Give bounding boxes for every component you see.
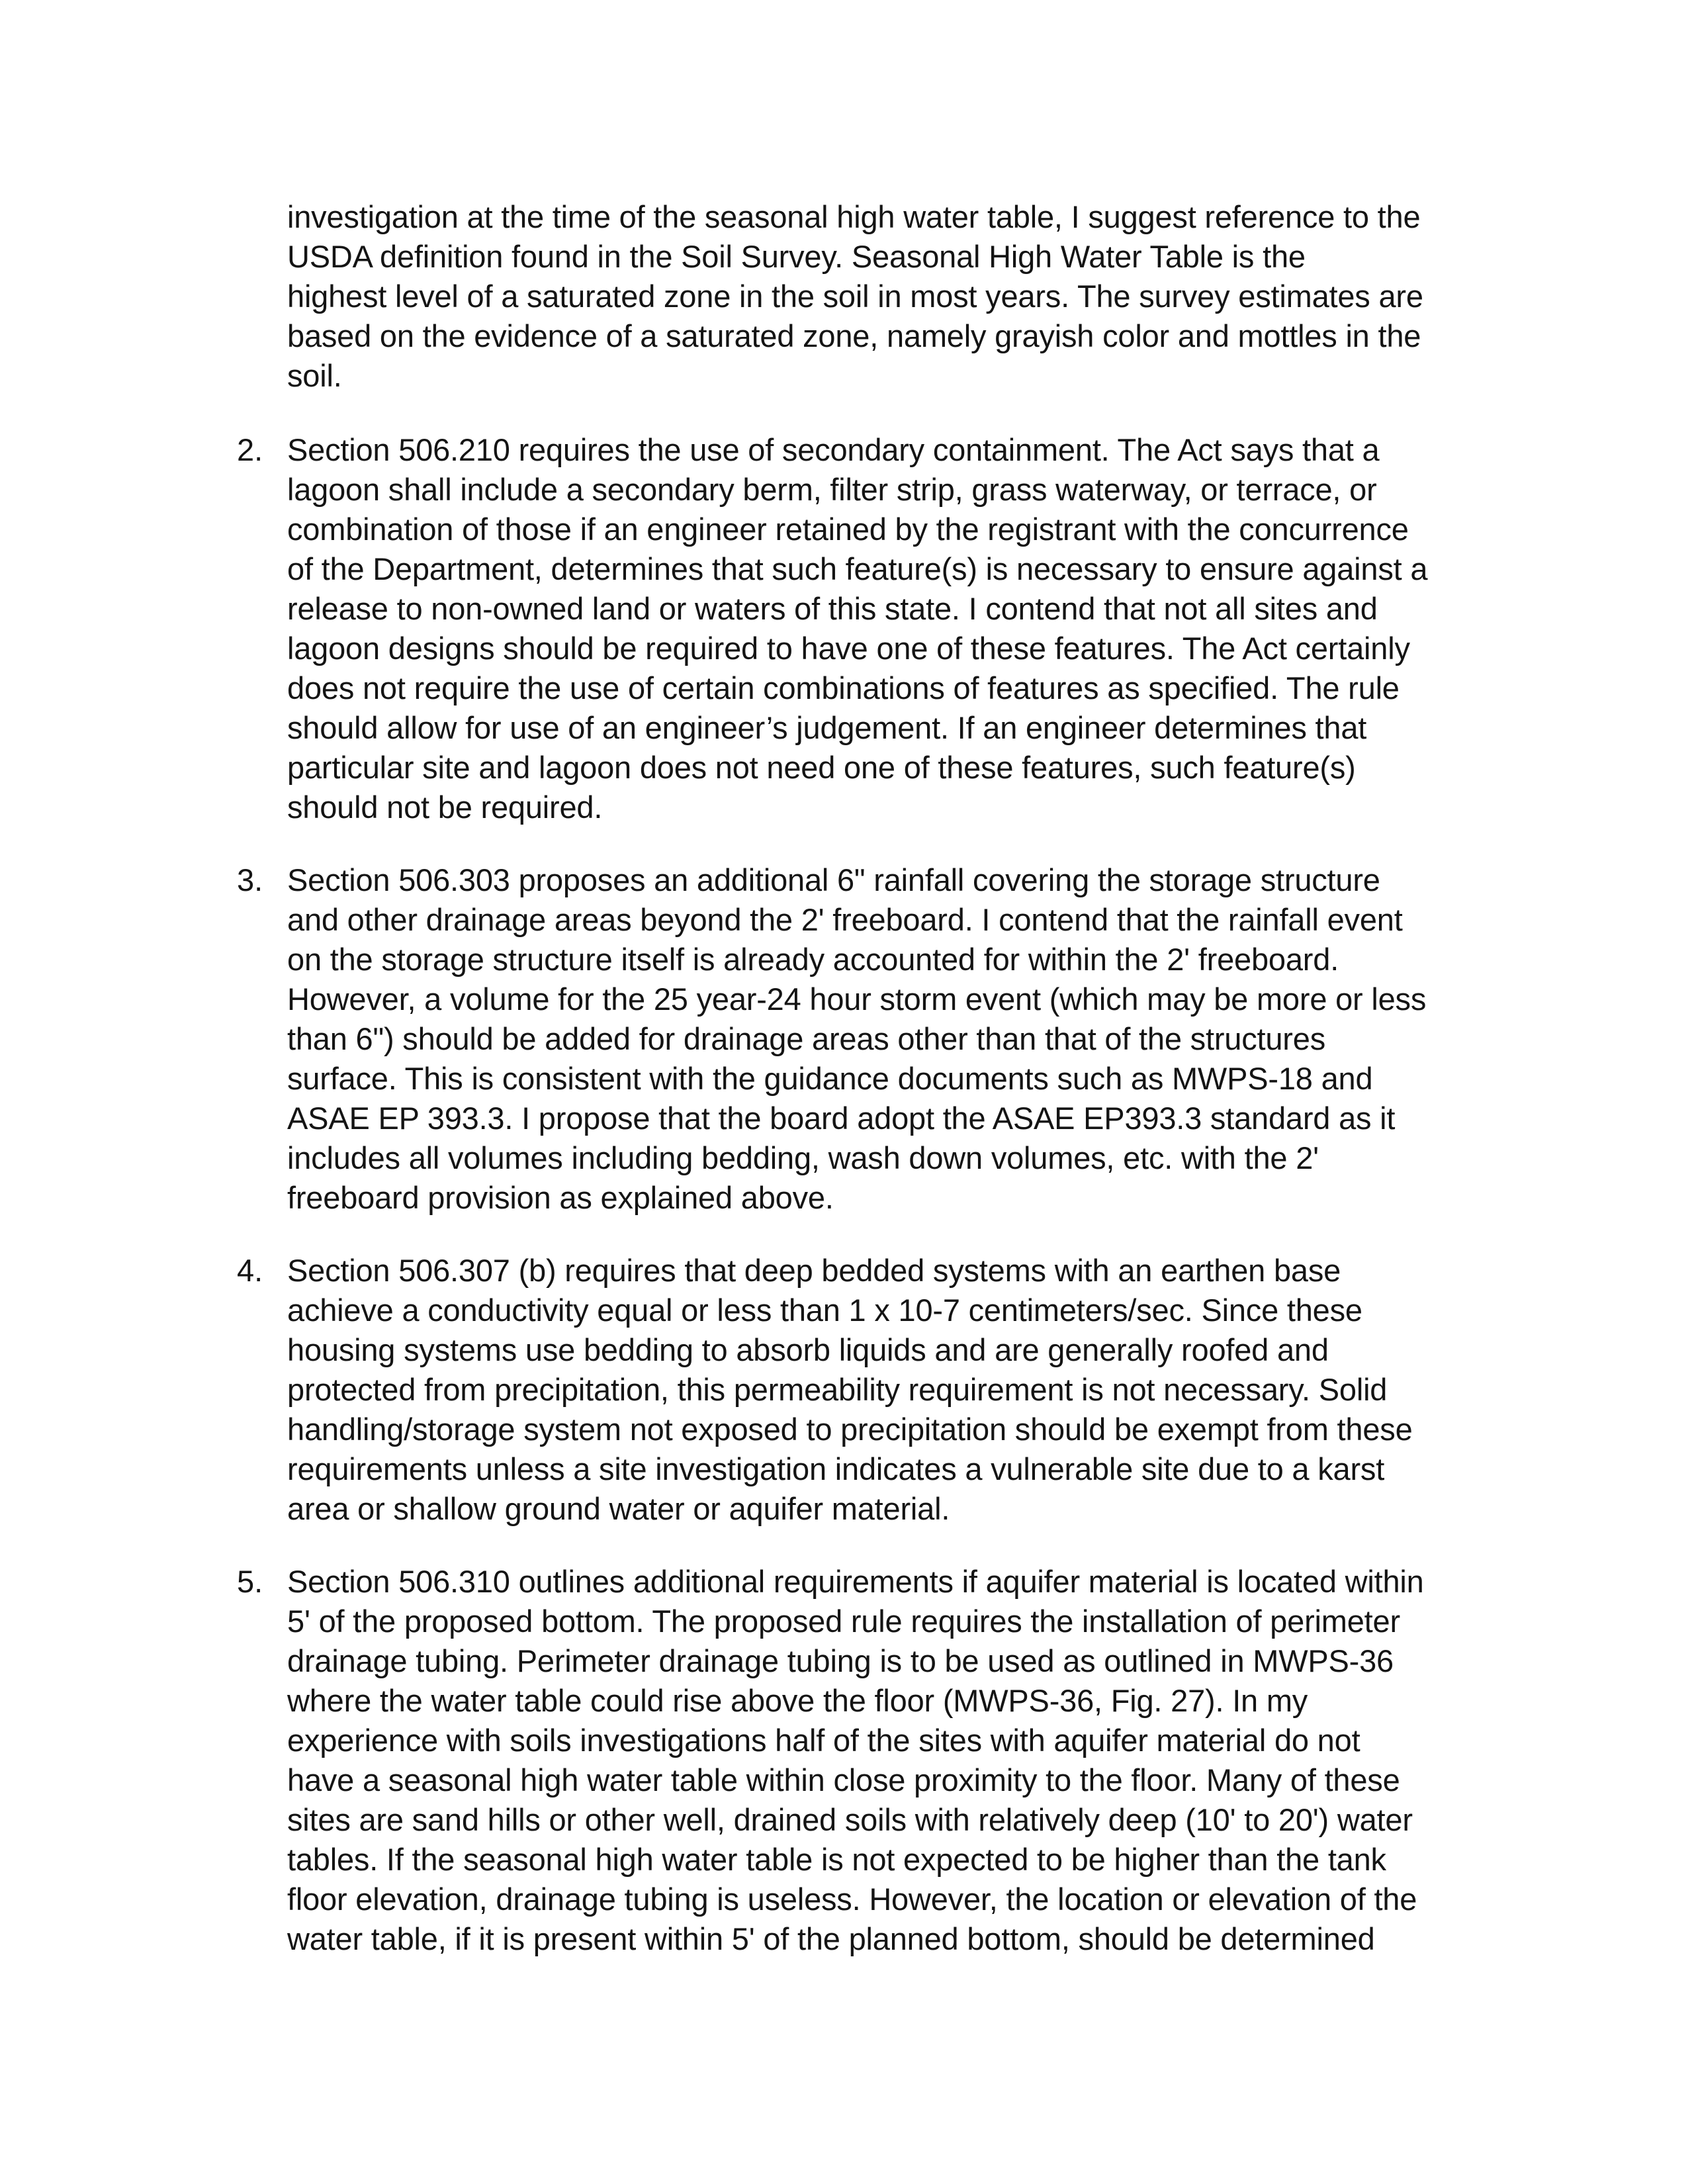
text-line: includes all volumes including bedding, wash down volumes, etc. with the 2' (287, 1140, 1319, 1175)
list-item-number: 5. (237, 1564, 263, 1599)
text-line: However, a volume for the 25 year-24 hour storm event (which may be more or less (287, 981, 1427, 1017)
list-item-number: 4. (237, 1253, 263, 1288)
text-line: sites are sand hills or other well, drained soils with relatively deep (10' to 20') water (287, 1802, 1413, 1837)
text-line: of the Department, determines that such feature(s) is necessary to ensure against a (287, 551, 1428, 586)
text-line: combination of those if an engineer retained by the registrant with the concurrence (287, 512, 1409, 547)
text-line: Section 506.310 outlines additional requirements if aquifer material is located within (287, 1564, 1424, 1599)
list-item-5 (237, 1562, 1578, 1959)
text-line: ASAE EP 393.3. I propose that the board adopt the ASAE EP393.3 standard as it (287, 1101, 1396, 1136)
text-line: drainage tubing. Perimeter drainage tubing is to be used as outlined in MWPS-36 (287, 1643, 1394, 1678)
text-line: USDA definition found in the Soil Survey. Seasonal High Water Table is the (287, 239, 1306, 274)
text-line: particular site and lagoon does not need one of these features, such feature(s) (287, 750, 1356, 785)
list-item-number: 2. (237, 432, 263, 467)
text-line: water table, if it is present within 5' of the planned bottom, should be determined (287, 1921, 1375, 1956)
text-line: release to non-owned land or waters of this state. I contend that not all sites and (287, 591, 1378, 626)
text-line: lagoon designs should be required to have one of these features. The Act certainly (287, 631, 1410, 666)
text-line: soil. (287, 358, 342, 393)
list-item-number: 3. (237, 862, 263, 897)
text-line: Section 506.307 (b) requires that deep bedded systems with an earthen base (287, 1253, 1341, 1288)
text-line: area or shallow ground water or aquifer material. (287, 1491, 950, 1526)
text-line: than 6") should be added for drainage areas other than that of the structures (287, 1021, 1325, 1056)
text-line: highest level of a saturated zone in the soil in most years. The survey estimates are (287, 279, 1423, 314)
text-line: 5' of the proposed bottom. The proposed rule requires the installation of perimeter (287, 1604, 1400, 1639)
text-line: lagoon shall include a secondary berm, filter strip, grass waterway, or terrace, or (287, 472, 1377, 507)
text-line: handling/storage system not exposed to precipitation should be exempt from these (287, 1412, 1413, 1447)
text-line: surface. This is consistent with the guidance documents such as MWPS-18 and (287, 1061, 1373, 1096)
text-line: floor elevation, drainage tubing is useless. However, the location or elevation of the (287, 1882, 1417, 1917)
text-line: achieve a conductivity equal or less than 1 x 10-7 centimeters/sec. Since these (287, 1293, 1362, 1328)
text-line: Section 506.210 requires the use of secondary containment. The Act says that a (287, 432, 1380, 467)
text-line: protected from precipitation, this permeability requirement is not necessary. Solid (287, 1372, 1388, 1407)
text-line: and other drainage areas beyond the 2' freeboard. I contend that the rainfall event (287, 902, 1403, 937)
text-line: housing systems use bedding to absorb liquids and are generally roofed and (287, 1332, 1329, 1367)
list-item-3 (237, 860, 1578, 1218)
text-line: should not be required. (287, 790, 603, 825)
text-line: based on the evidence of a saturated zone, namely grayish color and mottles in the (287, 318, 1421, 353)
text-line: freeboard provision as explained above. (287, 1180, 834, 1215)
text-line: investigation at the time of the seasonal high water table, I suggest reference to the (287, 199, 1421, 234)
text-line: where the water table could rise above the floor (MWPS-36, Fig. 27). In my (287, 1683, 1308, 1718)
text-line: tables. If the seasonal high water table is not expected to be higher than the tank (287, 1842, 1386, 1877)
text-line: on the storage structure itself is already accounted for within the 2' freeboard. (287, 942, 1339, 977)
text-line: Section 506.303 proposes an additional 6" rainfall covering the storage structure (287, 862, 1380, 897)
intro-paragraph (287, 197, 1544, 396)
text-line: have a seasonal high water table within close proximity to the floor. Many of these (287, 1762, 1400, 1797)
text-line: should allow for use of an engineer’s judgement. If an engineer determines that (287, 710, 1367, 745)
text-line: requirements unless a site investigation indicates a vulnerable site due to a karst (287, 1451, 1385, 1486)
text-line: experience with soils investigations half of the sites with aquifer material do not (287, 1723, 1360, 1758)
list-item-4 (237, 1251, 1578, 1529)
text-line: does not require the use of certain combinations of features as specified. The rule (287, 670, 1400, 705)
list-item-2 (237, 430, 1578, 827)
